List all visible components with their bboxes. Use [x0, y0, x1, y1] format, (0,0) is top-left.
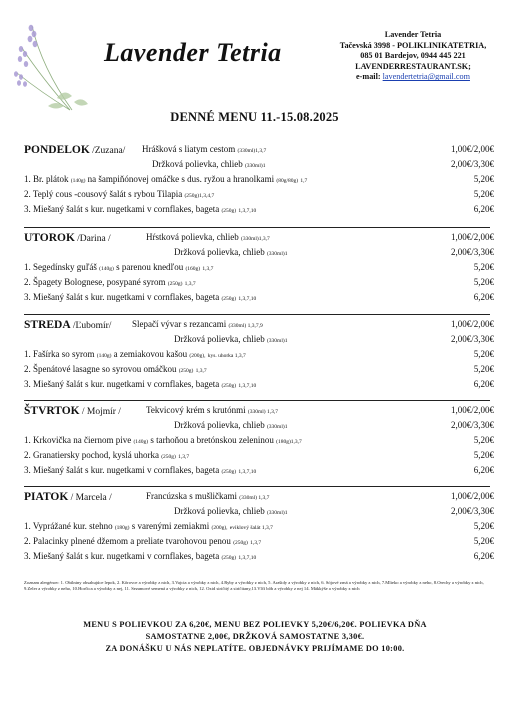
dish-price: 6,20€ [473, 292, 494, 302]
day-section [24, 405, 494, 480]
dish-name [24, 364, 207, 374]
main-dish-row [24, 536, 494, 551]
soup-note: (330ml)1 [266, 510, 288, 516]
soup-name [174, 247, 287, 257]
footer-line: SAMOSTATNE 2,00€, DRŽKOVÁ SAMOSTATNE 3,30€. [145, 632, 365, 641]
soup-name [146, 232, 270, 242]
main-dish-row [24, 204, 494, 219]
dish-name [24, 465, 256, 475]
dish-note: (250g) [221, 296, 237, 302]
dish-note: (250g) [221, 555, 237, 561]
day-header [24, 232, 111, 244]
dish-text: s tarhoňou a bretónskou zeleninou [150, 435, 274, 445]
dish-name [24, 204, 256, 214]
day-section [24, 491, 494, 566]
dish-text: 1. Vyprážané kur. stehno [24, 521, 113, 531]
footer-notice [30, 619, 480, 655]
soup-row [24, 247, 494, 262]
soup-name [152, 159, 265, 169]
soup-row [24, 491, 494, 506]
soup-note: (330ml)1 [266, 338, 288, 344]
allergen-codes: 1,3,7 [250, 540, 262, 546]
dish-text: s varenými zemiakmi [131, 521, 210, 531]
day-section [24, 232, 494, 307]
lavender-logo-icon [12, 18, 112, 118]
dish-text: s parenou knedľou [116, 262, 184, 272]
dish-note: (250g) [233, 540, 248, 546]
soup-price: 1,00€/2,00€ [450, 319, 494, 329]
dish-note: (250g) [167, 281, 183, 287]
dish-price: 6,20€ [473, 551, 494, 561]
day-name: ŠTVRTOK [24, 405, 80, 417]
allergen-list: Zoznam alergénov: 1. Obilniny obsahujúce lepok, 2. Kôrovce a výrobky z nich, 3.Vajcia a výrobky z nich, 4.Ryby a výrobky z nich, 5. Arašidy a výrobky z nich, 6. Sójové zrná a výrobky z nich, 7.Mlieko a výrobky z neho, 8.Orechy a výrobky z nich, 9.Zeler a výrobky z neho, 10.Horčica a výrobky z nej, 11. Sezamové semená a výrobky z nich, 12. Oxid siričitý a siričitany,13.Vlčí bôb a výrobky z nej 14. Mäkkýše a výrobky z nich [24, 580, 484, 592]
soup-price: 2,00€/3,30€ [450, 420, 494, 430]
contact-line: Lavender Tetria [384, 30, 442, 39]
day-header [24, 319, 111, 331]
dish-name [24, 189, 214, 199]
dish-text: 3. Miešaný šalát s kur. nugetkami v cornflakes, bageta [24, 379, 220, 389]
dish-note: (180g)1,3,7 [276, 439, 302, 445]
dish-price: 5,20€ [473, 262, 494, 272]
allergen-codes: 1,3,7 [195, 368, 207, 374]
dish-price: 5,20€ [473, 174, 494, 184]
soup-row [24, 506, 494, 521]
soup-price: 2,00€/3,30€ [450, 506, 494, 516]
dish-text: 1. Fašírka so syrom [24, 349, 95, 359]
dish-note: (250g) [221, 208, 237, 214]
dish-text: 2. Špenátové lasagne so syrovou omáčkou [24, 364, 177, 374]
soup-row [24, 334, 494, 349]
dish-price: 5,20€ [473, 521, 494, 531]
dish-name [24, 450, 189, 460]
soup-label: Držková polievka, chlieb [174, 334, 265, 344]
dish-price: 6,20€ [473, 465, 494, 475]
soup-label: Slepačí vývar s rezancami [132, 319, 227, 329]
cook-name: /Darina / [77, 234, 111, 244]
dish-text: 3. Miešaný šalát s kur. nugetkami v cornflakes, bageta [24, 465, 220, 475]
main-dish-row [24, 379, 494, 394]
dish-note: (140g) [96, 353, 112, 359]
cook-name: /Zuzana/ [92, 146, 126, 156]
soup-row [24, 405, 494, 420]
allergen-codes: 1,3,7,10 [238, 208, 257, 214]
dish-note: (250g) [178, 368, 194, 374]
menu-title: DENNÉ MENU 11.-15.08.2025 [170, 110, 339, 124]
soup-name [146, 491, 269, 501]
soup-name [146, 405, 278, 415]
dish-price: 5,20€ [473, 364, 494, 374]
main-dish-row [24, 292, 494, 307]
dish-note: (140g) [133, 439, 149, 445]
soup-row [24, 144, 494, 159]
section-divider [24, 400, 490, 401]
dish-note: (140g) [70, 178, 86, 184]
day-name: UTOROK [24, 232, 75, 244]
soup-note: (330ml)1 [266, 251, 288, 257]
main-dish-row [24, 521, 494, 536]
dish-name [24, 551, 256, 561]
soup-row [24, 159, 494, 174]
dish-text: a zemiakovou kašou [113, 349, 188, 359]
soup-row [24, 319, 494, 334]
cook-name: / Marcela / [70, 493, 112, 503]
dish-price: 5,20€ [473, 349, 494, 359]
dish-note: (140g) [99, 266, 114, 272]
soup-name [174, 334, 287, 344]
allergen-codes: 1,3,7,10 [238, 469, 257, 475]
allergen-codes: 1,3,7 [178, 454, 190, 460]
allergen-codes: 1,3,7 [184, 281, 196, 287]
dish-price: 5,20€ [473, 536, 494, 546]
day-header [24, 491, 112, 503]
contact-line: 085 01 Bardejov, 0944 445 221 [360, 51, 466, 61]
soup-price: 1,00€/2,00€ [450, 144, 494, 154]
day-section [24, 319, 494, 394]
dish-text: 3. Miešaný šalát s kur. nugetkami v cornflakes, bageta [24, 204, 220, 214]
day-header [24, 144, 125, 156]
allergen-codes: 1,3,7 [202, 266, 214, 272]
soup-label: Hrášková s liatym cestom [142, 144, 236, 154]
dish-name [24, 262, 213, 272]
soup-row [24, 420, 494, 435]
section-divider [24, 314, 490, 315]
dish-name [24, 277, 196, 287]
soup-note: (330ml)1 [244, 163, 266, 169]
soup-price: 1,00€/2,00€ [450, 405, 494, 415]
day-section [24, 144, 494, 219]
dish-text: 2. Palacinky plnené džemom a preliate tvarohovou penou [24, 536, 231, 546]
day-header [24, 405, 121, 417]
dish-text: 1. Segedínsky guľáš [24, 262, 97, 272]
cook-name: /Ľubomír/ [72, 321, 112, 331]
allergen-codes: 1,3,7,10 [238, 555, 257, 561]
soup-note: (330ml) 1,3,7,9 [228, 323, 263, 329]
allergen-codes: kys. uhorka 1,3,7 [207, 353, 246, 359]
soup-name [174, 420, 287, 430]
dish-text: 3. Miešaný šalát s kur. nugetkami v cornflakes, bageta [24, 292, 220, 302]
dish-text: 1. Br. plátok [24, 174, 69, 184]
dish-name [24, 536, 261, 546]
main-dish-row [24, 174, 494, 189]
dish-text: na šampiňónovej omáčke s dus. ryžou a hranolkami [87, 174, 275, 184]
dish-price: 5,20€ [473, 450, 494, 460]
email-label: e-mail: [356, 72, 381, 82]
restaurant-logo-text: Lavender Tetria [104, 38, 282, 67]
main-dish-row [24, 450, 494, 465]
soup-price: 2,00€/3,30€ [450, 159, 494, 169]
soup-note: (330ml) 1,3,7 [247, 409, 278, 415]
dish-note: (80g/80g) [276, 178, 299, 184]
soup-note: (330ml)1,3,7 [237, 148, 267, 154]
main-dish-row [24, 189, 494, 204]
soup-label: Držková polievka, chlieb [174, 247, 265, 257]
soup-note: (330ml)1,3,7 [240, 236, 270, 242]
soup-row [24, 232, 494, 247]
dish-price: 6,20€ [473, 379, 494, 389]
soup-name [132, 319, 263, 329]
dish-price: 5,20€ [473, 435, 494, 445]
main-dish-row [24, 364, 494, 379]
main-dish-row [24, 277, 494, 292]
dish-text: 1. Krkovička na čiernom pive [24, 435, 132, 445]
soup-label: Francúzska s mušličkami [146, 491, 237, 501]
soup-price: 2,00€/3,30€ [450, 334, 494, 344]
dish-name [24, 292, 256, 302]
dish-note: (200g), [211, 525, 228, 531]
allergen-codes: eviklový šalát 1,3,7 [229, 525, 273, 531]
allergen-codes: 1,7 [300, 178, 308, 184]
soup-label: Držková polievka, chlieb [174, 506, 265, 516]
footer-line: MENU S POLIEVKOU ZA 6,20€, MENU BEZ POLIEVKY 5,20€/6,20€. POLIEVKA DŇA [83, 620, 427, 629]
dish-price: 5,20€ [473, 189, 494, 199]
section-divider [24, 486, 490, 487]
footer-line: ZA DONÁŠKU U NÁS NEPLATÍTE. OBJEDNÁVKY PRIJÍMAME DO 10:00. [105, 644, 405, 653]
dish-price: 5,20€ [473, 277, 494, 287]
soup-note: (330ml) 1,3,7 [239, 495, 270, 501]
dish-name [24, 349, 246, 359]
allergen-codes: 1,3,7,10 [238, 383, 257, 389]
main-dish-row [24, 551, 494, 566]
contact-line: LAVENDERRESTAURANT.SK; [355, 61, 471, 71]
main-dish-row [24, 262, 494, 277]
dish-text: 2. Špagety Bolognese, posypané syrom [24, 277, 166, 287]
dish-name [24, 435, 302, 445]
dish-name [24, 521, 273, 531]
main-dish-row [24, 435, 494, 450]
email-link[interactable]: lavendertetria@gmail.com [382, 72, 470, 82]
soup-label: Držková polievka, chlieb [152, 159, 243, 169]
dish-note: (250g) [221, 469, 237, 475]
dish-price: 6,20€ [473, 204, 494, 214]
soup-note: (330ml)1 [266, 424, 288, 430]
dish-note: (250g) [161, 454, 176, 460]
soup-name [174, 506, 287, 516]
day-name: STREDA [24, 319, 71, 331]
dish-note: (250g)1,3,4,7 [184, 193, 215, 199]
dish-note: (250g) [221, 383, 237, 389]
cook-name: / Mojmír / [81, 407, 121, 417]
soup-price: 1,00€/2,00€ [450, 491, 494, 501]
allergen-codes: 1,3,7,10 [238, 296, 257, 302]
day-name: PIATOK [24, 491, 69, 503]
soup-price: 1,00€/2,00€ [450, 232, 494, 242]
dish-note: (200g), [189, 353, 206, 359]
dish-text: 3. Miešaný šalát s kur. nugetkami v cornflakes, bageta [24, 551, 220, 561]
main-dish-row [24, 349, 494, 364]
contact-line: Tačevská 3998 - POLIKLINIKATETRIA, [339, 40, 487, 50]
dish-text: 2. Teplý cous -cousový šalát s rybou Tilapia [24, 189, 183, 199]
dish-note: (160g) [185, 266, 201, 272]
dish-text: 2. Granatiersky pochod, kyslá uhorka [24, 450, 159, 460]
soup-price: 2,00€/3,30€ [450, 247, 494, 257]
dish-name [24, 174, 307, 184]
section-divider [24, 227, 490, 228]
day-name: PONDELOK [24, 144, 90, 156]
soup-label: Držková polievka, chlieb [174, 420, 265, 430]
dish-name [24, 379, 256, 389]
soup-label: Hŕstková polievka, chlieb [146, 232, 239, 242]
soup-label: Tekvicový krém s krutónmi [146, 405, 246, 415]
dish-note: (180g) [114, 525, 130, 531]
soup-name [142, 144, 266, 154]
main-dish-row [24, 465, 494, 480]
contact-block [322, 30, 504, 83]
email-line [322, 72, 504, 83]
